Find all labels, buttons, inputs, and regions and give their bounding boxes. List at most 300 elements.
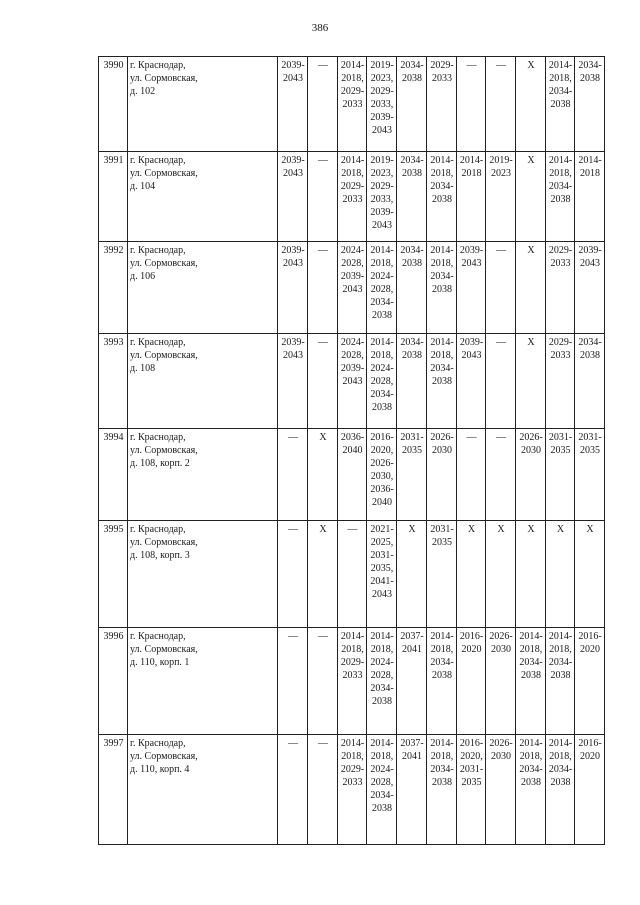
address-line: г. Краснодар,	[130, 245, 186, 256]
value-line: 2014-	[340, 60, 365, 71]
value-line: 2038	[372, 803, 392, 814]
value-line: 2041	[402, 751, 422, 762]
value-line: 2040	[342, 445, 363, 456]
address-line: ул. Сормовская,	[130, 350, 198, 361]
value-line: 2018	[461, 168, 482, 179]
value-cell	[516, 429, 546, 521]
value-line: 2033	[432, 73, 452, 84]
value-line: 2043	[372, 220, 392, 231]
value-line: 2024-	[370, 657, 394, 668]
value-cell	[546, 735, 575, 845]
table-row	[99, 521, 605, 628]
value-cell	[486, 57, 516, 152]
row-number: 3995	[99, 521, 128, 628]
value-line: 2031-	[459, 764, 484, 775]
value-cell	[457, 735, 486, 845]
value-line: 2030	[491, 751, 511, 762]
table-row	[99, 152, 605, 242]
value-cell	[457, 57, 486, 152]
value-cell	[427, 334, 457, 429]
value-cell	[575, 334, 605, 429]
address-cell	[128, 57, 278, 152]
table-row	[99, 242, 605, 334]
value-line: 2038	[372, 310, 392, 321]
value-line: 2028,	[370, 284, 394, 295]
value-line: 2034-	[400, 155, 424, 166]
value-cell	[308, 735, 338, 845]
row-number: 3996	[99, 628, 128, 735]
value-cell	[338, 334, 367, 429]
value-line: 2035	[580, 445, 600, 456]
value-line: 2038	[521, 777, 541, 788]
value-line: 2014-	[370, 245, 394, 256]
value-cell	[338, 152, 367, 242]
value-cell	[397, 628, 427, 735]
value-line: 2018,	[370, 751, 394, 762]
value-cell	[367, 628, 397, 735]
value-cell	[308, 57, 338, 152]
value-cell	[486, 735, 516, 845]
value-cell	[546, 628, 575, 735]
value-line: Х	[527, 337, 535, 348]
value-line: Х	[497, 524, 505, 535]
value-cell	[367, 521, 397, 628]
value-line: —	[288, 432, 298, 443]
value-line: 2038	[550, 670, 571, 681]
address-line: г. Краснодар,	[130, 432, 186, 443]
address-cell	[128, 334, 278, 429]
value-line: 2014-	[548, 155, 573, 166]
value-line: 2028,	[370, 777, 394, 788]
value-line: 2033	[342, 777, 363, 788]
value-line: 2034-	[548, 181, 573, 192]
value-line: Х	[319, 524, 327, 535]
table-row	[99, 735, 605, 845]
value-line: 2016-	[459, 738, 484, 749]
value-line: 2034-	[400, 245, 424, 256]
address-line: д. 110, корп. 1	[130, 657, 190, 668]
address-cell	[128, 628, 278, 735]
value-line: 2028,	[341, 350, 364, 361]
value-cell	[427, 57, 457, 152]
value-cell	[546, 334, 575, 429]
value-cell	[278, 521, 308, 628]
value-line: 2026-	[430, 432, 454, 443]
row-number: 3994	[99, 429, 128, 521]
value-line: 2026-	[519, 432, 543, 443]
value-line: 2029-	[430, 60, 454, 71]
value-line: 2038	[402, 73, 422, 84]
value-cell	[546, 242, 575, 334]
value-line: 2033	[550, 258, 571, 269]
value-line: 2014-	[578, 155, 602, 166]
value-line: 2038	[402, 168, 422, 179]
value-line: 2018,	[341, 73, 364, 84]
value-line: 2020	[580, 751, 600, 762]
value-line: 2038	[580, 350, 600, 361]
value-line: 2043	[283, 168, 303, 179]
value-line: Х	[527, 245, 535, 256]
address-line: г. Краснодар,	[130, 524, 186, 535]
value-line: 2018,	[430, 168, 454, 179]
value-cell	[397, 152, 427, 242]
value-line: —	[466, 60, 477, 71]
value-cell	[516, 242, 546, 334]
value-cell	[546, 521, 575, 628]
value-line: 2025,	[370, 537, 394, 548]
value-line: 2038	[432, 284, 452, 295]
value-cell	[278, 242, 308, 334]
value-line: 2029-	[340, 657, 365, 668]
value-cell	[278, 334, 308, 429]
value-cell	[397, 334, 427, 429]
value-cell	[486, 334, 516, 429]
value-line: Х	[527, 524, 535, 535]
value-cell	[367, 735, 397, 845]
address-line: г. Краснодар,	[130, 155, 186, 166]
value-line: 2020	[461, 644, 482, 655]
value-line: 2039-	[281, 155, 305, 166]
value-line: 2038	[432, 376, 452, 387]
value-cell	[486, 152, 516, 242]
value-line: 2034-	[548, 764, 573, 775]
value-line: 2038	[550, 777, 571, 788]
value-line: 2038	[402, 350, 422, 361]
value-line: 2034-	[430, 657, 454, 668]
value-cell	[338, 57, 367, 152]
value-line: 2038	[432, 194, 452, 205]
value-line: —	[496, 60, 506, 71]
value-line: —	[347, 524, 358, 535]
value-cell	[516, 735, 546, 845]
value-line: 2034-	[370, 683, 394, 694]
value-line: 2031-	[430, 524, 454, 535]
value-line: 2018,	[430, 751, 454, 762]
address-line: д. 108, корп. 2	[130, 458, 190, 469]
value-line: 2039-	[340, 363, 365, 374]
value-line: 2014-	[548, 60, 573, 71]
page-number: 386	[311, 22, 329, 34]
value-line: 2014-	[340, 155, 365, 166]
value-line: 2019-	[370, 155, 394, 166]
value-cell	[546, 429, 575, 521]
value-cell	[427, 735, 457, 845]
value-cell	[278, 57, 308, 152]
value-line: 2034-	[400, 337, 424, 348]
value-cell	[367, 242, 397, 334]
value-line: 2023,	[370, 73, 394, 84]
value-line: —	[288, 524, 298, 535]
value-line: Х	[556, 524, 565, 535]
value-cell	[308, 628, 338, 735]
value-line: Х	[586, 524, 594, 535]
value-cell	[397, 242, 427, 334]
value-line: 2041	[402, 644, 422, 655]
value-line: 2014-	[548, 631, 573, 642]
value-line: 2023,	[370, 168, 394, 179]
value-cell	[575, 429, 605, 521]
value-line: 2018,	[370, 258, 394, 269]
value-line: 2037-	[400, 631, 424, 642]
value-cell	[338, 735, 367, 845]
table-body	[99, 57, 605, 845]
value-cell	[516, 57, 546, 152]
value-cell	[427, 152, 457, 242]
value-line: 2033	[550, 350, 571, 361]
value-cell	[575, 521, 605, 628]
value-cell	[516, 334, 546, 429]
value-line: 2043	[342, 376, 363, 387]
value-line: 2029-	[340, 764, 365, 775]
value-line: 2020	[580, 644, 600, 655]
value-line: Х	[467, 524, 476, 535]
value-line: 2039-	[459, 337, 484, 348]
address-line: д. 110, корп. 4	[130, 764, 190, 775]
value-line: 2033,	[370, 99, 394, 110]
value-cell	[367, 57, 397, 152]
value-line: 2029-	[340, 86, 365, 97]
value-line: 2014-	[430, 245, 454, 256]
value-line: Х	[408, 524, 416, 535]
address-cell	[128, 152, 278, 242]
value-line: 2031-	[370, 550, 394, 561]
value-cell	[308, 242, 338, 334]
value-line: 2018,	[341, 751, 364, 762]
address-cell	[128, 242, 278, 334]
value-line: 2033,	[370, 194, 394, 205]
value-line: Х	[319, 432, 327, 443]
value-line: 2036-	[340, 432, 365, 443]
value-line: 2019-	[370, 60, 394, 71]
value-line: 2018,	[549, 168, 572, 179]
row-number: 3991	[99, 152, 128, 242]
value-cell	[308, 521, 338, 628]
value-cell	[278, 735, 308, 845]
value-line: 2016-	[370, 432, 394, 443]
schedule-table	[98, 56, 605, 845]
address-line: ул. Сормовская,	[130, 73, 198, 84]
value-line: 2016-	[578, 631, 602, 642]
value-line: 2038	[372, 696, 392, 707]
value-line: 2014-	[459, 155, 484, 166]
value-line: 2033	[342, 99, 363, 110]
value-line: 2018,	[430, 258, 454, 269]
value-cell	[397, 429, 427, 521]
value-line: 2014-	[430, 631, 454, 642]
value-line: 2043	[461, 258, 482, 269]
value-line: 2030	[521, 445, 541, 456]
value-line: 2043	[283, 73, 303, 84]
value-line: 2018,	[341, 168, 364, 179]
value-line: 2034-	[370, 389, 394, 400]
value-line: 2024-	[370, 271, 394, 282]
value-line: 2024-	[340, 337, 365, 348]
value-cell	[308, 334, 338, 429]
value-line: 2039-	[281, 337, 305, 348]
value-line: 2035	[550, 445, 571, 456]
value-line: 2029-	[370, 86, 394, 97]
value-line: 2039-	[370, 112, 394, 123]
value-line: —	[318, 738, 328, 749]
value-line: 2038	[580, 73, 600, 84]
value-line: 2040	[372, 497, 392, 508]
address-cell	[128, 521, 278, 628]
value-cell	[575, 242, 605, 334]
value-line: 2018,	[549, 751, 572, 762]
value-line: 2028,	[370, 670, 394, 681]
value-line: —	[318, 60, 328, 71]
value-cell	[457, 628, 486, 735]
value-line: 2018,	[549, 73, 572, 84]
address-cell	[128, 735, 278, 845]
value-cell	[338, 628, 367, 735]
value-line: 2034-	[370, 297, 394, 308]
value-cell	[427, 628, 457, 735]
value-cell	[546, 57, 575, 152]
value-line: —	[288, 631, 298, 642]
value-line: 2016-	[578, 738, 602, 749]
address-line: д. 106	[130, 271, 156, 282]
row-number: 3993	[99, 334, 128, 429]
value-line: 2038	[432, 670, 452, 681]
value-line: 2043	[372, 589, 392, 600]
value-line: —	[318, 155, 328, 166]
value-line: —	[318, 337, 328, 348]
value-cell	[397, 735, 427, 845]
value-line: 2038	[432, 777, 452, 788]
address-line: г. Краснодар,	[130, 60, 186, 71]
value-line: 2024-	[340, 245, 365, 256]
value-line: 2038	[550, 99, 571, 110]
value-line: Х	[527, 60, 535, 71]
table-row	[99, 429, 605, 521]
address-line: г. Краснодар,	[130, 337, 186, 348]
value-line: 2034-	[578, 337, 602, 348]
value-line: 2038	[372, 402, 392, 413]
value-line: —	[496, 432, 506, 443]
value-line: —	[496, 337, 506, 348]
value-line: 2035	[432, 537, 452, 548]
value-line: 2038	[521, 670, 541, 681]
value-line: —	[318, 245, 328, 256]
value-cell	[486, 521, 516, 628]
value-line: 2026-	[489, 631, 513, 642]
value-line: 2029-	[340, 181, 365, 192]
value-line: 2041-	[370, 576, 394, 587]
value-line: 2043	[372, 125, 392, 136]
value-cell	[516, 152, 546, 242]
value-line: 2039-	[340, 271, 365, 282]
value-line: 2034-	[370, 790, 394, 801]
value-line: 2034-	[519, 657, 543, 668]
value-cell	[367, 429, 397, 521]
value-line: 2035	[461, 777, 482, 788]
value-line: 2014-	[519, 631, 543, 642]
value-line: 2029-	[548, 245, 573, 256]
value-line: 2043	[283, 350, 303, 361]
value-line: 2019-	[489, 155, 513, 166]
value-line: 2024-	[370, 764, 394, 775]
value-line: 2018,	[370, 644, 394, 655]
value-cell	[367, 152, 397, 242]
value-cell	[308, 152, 338, 242]
value-line: 2026-	[370, 458, 394, 469]
table-row	[99, 628, 605, 735]
value-cell	[427, 521, 457, 628]
value-line: 2018	[580, 168, 600, 179]
value-cell	[278, 152, 308, 242]
value-line: 2016-	[459, 631, 484, 642]
value-line: —	[496, 245, 506, 256]
value-line: 2031-	[578, 432, 602, 443]
value-line: 2039-	[459, 245, 484, 256]
value-line: —	[466, 432, 477, 443]
value-line: 2031-	[548, 432, 573, 443]
value-line: 2034-	[430, 271, 454, 282]
value-line: —	[288, 738, 298, 749]
value-line: —	[318, 631, 328, 642]
value-line: 2034-	[430, 181, 454, 192]
value-cell	[457, 521, 486, 628]
value-cell	[278, 429, 308, 521]
value-cell	[427, 429, 457, 521]
value-cell	[457, 242, 486, 334]
address-line: д. 104	[130, 181, 156, 192]
value-line: 2028,	[370, 376, 394, 387]
value-line: 2030,	[370, 471, 394, 482]
value-line: 2036-	[370, 484, 394, 495]
value-line: 2034-	[519, 764, 543, 775]
value-line: 2014-	[370, 337, 394, 348]
value-cell	[486, 242, 516, 334]
value-line: 2014-	[548, 738, 573, 749]
row-number: 3990	[99, 57, 128, 152]
value-line: 2034-	[548, 657, 573, 668]
value-line: 2039-	[370, 207, 394, 218]
value-cell	[308, 429, 338, 521]
value-cell	[486, 429, 516, 521]
value-line: 2039-	[281, 60, 305, 71]
value-cell	[338, 242, 367, 334]
value-cell	[278, 628, 308, 735]
value-line: 2014-	[340, 631, 365, 642]
address-line: ул. Сормовская,	[130, 537, 198, 548]
value-line: 2018,	[370, 350, 394, 361]
value-line: 2020,	[460, 751, 483, 762]
value-cell	[575, 628, 605, 735]
value-cell	[486, 628, 516, 735]
value-line: 2018,	[430, 350, 454, 361]
value-line: 2043	[283, 258, 303, 269]
address-line: д. 102	[130, 86, 156, 97]
value-cell	[546, 152, 575, 242]
value-line: 2018,	[341, 644, 364, 655]
value-cell	[575, 57, 605, 152]
value-line: 2018,	[430, 644, 454, 655]
address-line: ул. Сормовская,	[130, 751, 198, 762]
value-line: 2014-	[430, 337, 454, 348]
value-cell	[516, 628, 546, 735]
value-line: 2020,	[370, 445, 394, 456]
address-line: д. 108	[130, 363, 156, 374]
value-line: 2014-	[519, 738, 543, 749]
address-line: д. 108, корп. 3	[130, 550, 190, 561]
value-line: 2024-	[370, 363, 394, 374]
value-cell	[397, 57, 427, 152]
value-line: 2034-	[400, 60, 424, 71]
value-line: 2035	[402, 445, 422, 456]
row-number: 3992	[99, 242, 128, 334]
